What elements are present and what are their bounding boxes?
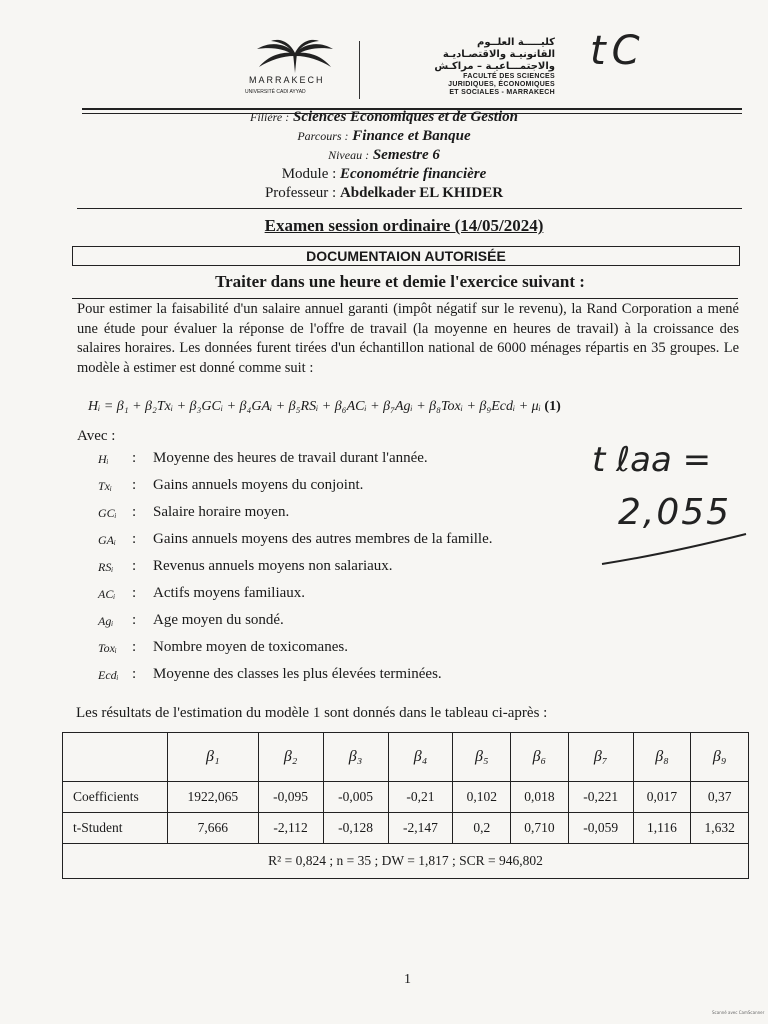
equation-number: (1) (544, 399, 561, 414)
faculty-french-line: ET SOCIALES - MARRAKECH (449, 89, 555, 96)
variable-item: GCᵢ : Salaire horaire moyen. (98, 504, 290, 520)
niveau-row (0, 146, 768, 165)
variable-symbol: Toxᵢ (98, 641, 117, 655)
handwritten-grade: tC (590, 28, 646, 74)
table-cell: -0,095 (258, 782, 323, 813)
variable-description: Moyenne des heures de travail durant l'année. (153, 450, 428, 466)
header-divider (359, 41, 360, 99)
variable-item: Agᵢ : Age moyen du sondé. (98, 612, 284, 628)
table-cell: 0,710 (511, 813, 569, 844)
variable-symbol: Agᵢ (98, 614, 114, 628)
table-header-cell: β₃ (323, 733, 388, 782)
table-cell: 1,116 (633, 813, 691, 844)
parcours-row (0, 127, 768, 146)
problem-paragraph: Pour estimer la faisabilité d'un salaire annuel garanti (impôt négatif sur le revenu), la Rand Corporation a mené une étude pour évaluer la réponse de l'offre de travail (la moyenne en heures de travail) à la croissance des salaires horaires. Les données furent tirées d'un échantillon national de 6000 ménages répartis en 35 groupes. Le modèle à estimer est donné comme suit : (77, 301, 739, 376)
handwritten-note-line2: 2,055 (618, 492, 732, 533)
variable-description: Salaire horaire moyen. (153, 504, 290, 520)
faculty-name (365, 37, 555, 103)
variable-description: Gains annuels moyens des autres membres de la famille. (153, 531, 493, 547)
logo-subtitle: UNIVERSITÉ CADI AYYAD (245, 89, 306, 95)
niveau-value: Semestre 6 (372, 147, 440, 163)
faculty-arabic-line: والاجتمـــاعيـة – مراكـش (434, 61, 555, 72)
table-header-cell: β₁ (168, 733, 259, 782)
table-row (63, 782, 749, 813)
scanner-watermark: Scanné avec CamScanner (712, 1010, 765, 1015)
variable-symbol: ACᵢ (98, 587, 116, 601)
table-cell: -0,21 (388, 782, 453, 813)
table-stats-row (63, 844, 749, 879)
table-header-cell: β₇ (568, 733, 633, 782)
model-equation (88, 399, 748, 415)
faculty-french-line: FACULTÉ DES SCIENCES (463, 73, 555, 80)
table-cell: 1922,065 (168, 782, 259, 813)
variable-item: Hᵢ : Moyenne des heures de travail durant l'année. (98, 450, 428, 466)
variable-item: GAᵢ : Gains annuels moyens des autres membres de la famille. (98, 531, 493, 547)
table-header-cell: β₂ (258, 733, 323, 782)
table-cell: -0,221 (568, 782, 633, 813)
equation-body: Hᵢ = β₁ + β₂Txᵢ + β₃GCᵢ + β₄GAᵢ + β₅RSᵢ + β₆ACᵢ + β₇Agᵢ + β₈Toxᵢ + β₉Ecdᵢ + μᵢ (88, 399, 541, 414)
variable-item: ACᵢ : Actifs moyens familiaux. (98, 585, 306, 601)
table-cell: 0,37 (691, 782, 749, 813)
faculty-arabic-line: كليـــــة العلــوم (477, 37, 555, 48)
variable-symbol: GAᵢ (98, 533, 116, 547)
variable-item: RSᵢ : Revenus annuels moyens non salariaux. (98, 558, 393, 574)
variable-symbol: Txᵢ (98, 479, 112, 493)
variable-symbol: Hᵢ (98, 452, 109, 466)
info-rule (77, 208, 742, 209)
filiere-label: Filière : (250, 110, 290, 124)
table-header-cell: β₅ (453, 733, 511, 782)
variable-symbol: GCᵢ (98, 506, 117, 520)
table-cell: -0,128 (323, 813, 388, 844)
results-intro: Les résultats de l'estimation du modèle 1 sont donnés dans le tableau ci-après : (76, 705, 548, 721)
variable-symbol: RSᵢ (98, 560, 114, 574)
variable-item: Ecdᵢ : Moyenne des classes les plus élevées terminées. (98, 666, 442, 682)
variable-description: Gains annuels moyens du conjoint. (153, 477, 364, 493)
faculty-header (235, 35, 555, 105)
module-value: Econométrie financière (340, 166, 487, 182)
variable-description: Actifs moyens familiaux. (153, 585, 306, 601)
table-cell: -0,059 (568, 813, 633, 844)
table-row-label: t-Student (63, 813, 168, 844)
variable-description: Nombre moyen de toxicomanes. (153, 639, 348, 655)
palm-logo-icon (245, 39, 345, 75)
documentation-box: DOCUMENTAION AUTORISÉE (72, 246, 740, 266)
variable-description: Moyenne des classes les plus élevées terminées. (153, 666, 442, 682)
professeur-row (0, 184, 768, 203)
instruction-heading: Traiter dans une heure et demie l'exercice suivant : (215, 272, 585, 291)
handwritten-note-line1: t ℓaa = (592, 440, 712, 480)
filiere-value: Sciences Economiques et de Gestion (292, 109, 518, 125)
table-cell: 0,2 (453, 813, 511, 844)
table-row (63, 813, 749, 844)
course-info (0, 108, 768, 203)
table-cell: 0,018 (511, 782, 569, 813)
table-header-row (63, 733, 749, 782)
exam-title: Examen session ordinaire (14/05/2024) (264, 216, 544, 235)
table-corner-cell (63, 733, 168, 782)
professeur-label: Professeur : (264, 185, 337, 201)
filiere-row (0, 108, 768, 127)
table-cell: 0,102 (453, 782, 511, 813)
variable-item: Toxᵢ : Nombre moyen de toxicomanes. (98, 639, 348, 655)
module-label: Module : (281, 166, 337, 182)
variable-description: Revenus annuels moyens non salariaux. (153, 558, 393, 574)
table-header-cell: β₄ (388, 733, 453, 782)
table-cell: 1,632 (691, 813, 749, 844)
handwritten-underline (600, 528, 750, 568)
module-row (0, 165, 768, 184)
variable-description: Age moyen du sondé. (153, 612, 284, 628)
table-cell: -0,005 (323, 782, 388, 813)
faculty-arabic-line: القانونيـة والاقتصـاديـة (442, 49, 555, 60)
table-cell: -2,112 (258, 813, 323, 844)
table-cell: -2,147 (388, 813, 453, 844)
instruction-rule (72, 298, 738, 299)
table-cell: 7,666 (168, 813, 259, 844)
niveau-label: Niveau : (328, 148, 370, 162)
logo-brand: MARRAKECH (249, 75, 325, 85)
table-row-label: Coefficients (63, 782, 168, 813)
professeur-value: Abdelkader EL KHIDER (339, 185, 504, 201)
table-header-cell: β₆ (511, 733, 569, 782)
table-cell: 0,017 (633, 782, 691, 813)
parcours-label: Parcours : (297, 129, 349, 143)
table-header-cell: β₈ (633, 733, 691, 782)
table-header-cell: β₉ (691, 733, 749, 782)
results-table (62, 732, 749, 879)
parcours-value: Finance et Banque (352, 128, 471, 144)
variable-item: Txᵢ : Gains annuels moyens du conjoint. (98, 477, 364, 493)
page-number: 1 (404, 972, 411, 987)
regression-stats: R² = 0,824 ; n = 35 ; DW = 1,817 ; SCR = 946,802 (63, 844, 749, 879)
faculty-french-line: JURIDIQUES, ÉCONOMIQUES (448, 81, 555, 88)
variable-symbol: Ecdᵢ (98, 668, 119, 682)
avec-label: Avec : (77, 428, 116, 444)
university-logo (245, 39, 355, 103)
